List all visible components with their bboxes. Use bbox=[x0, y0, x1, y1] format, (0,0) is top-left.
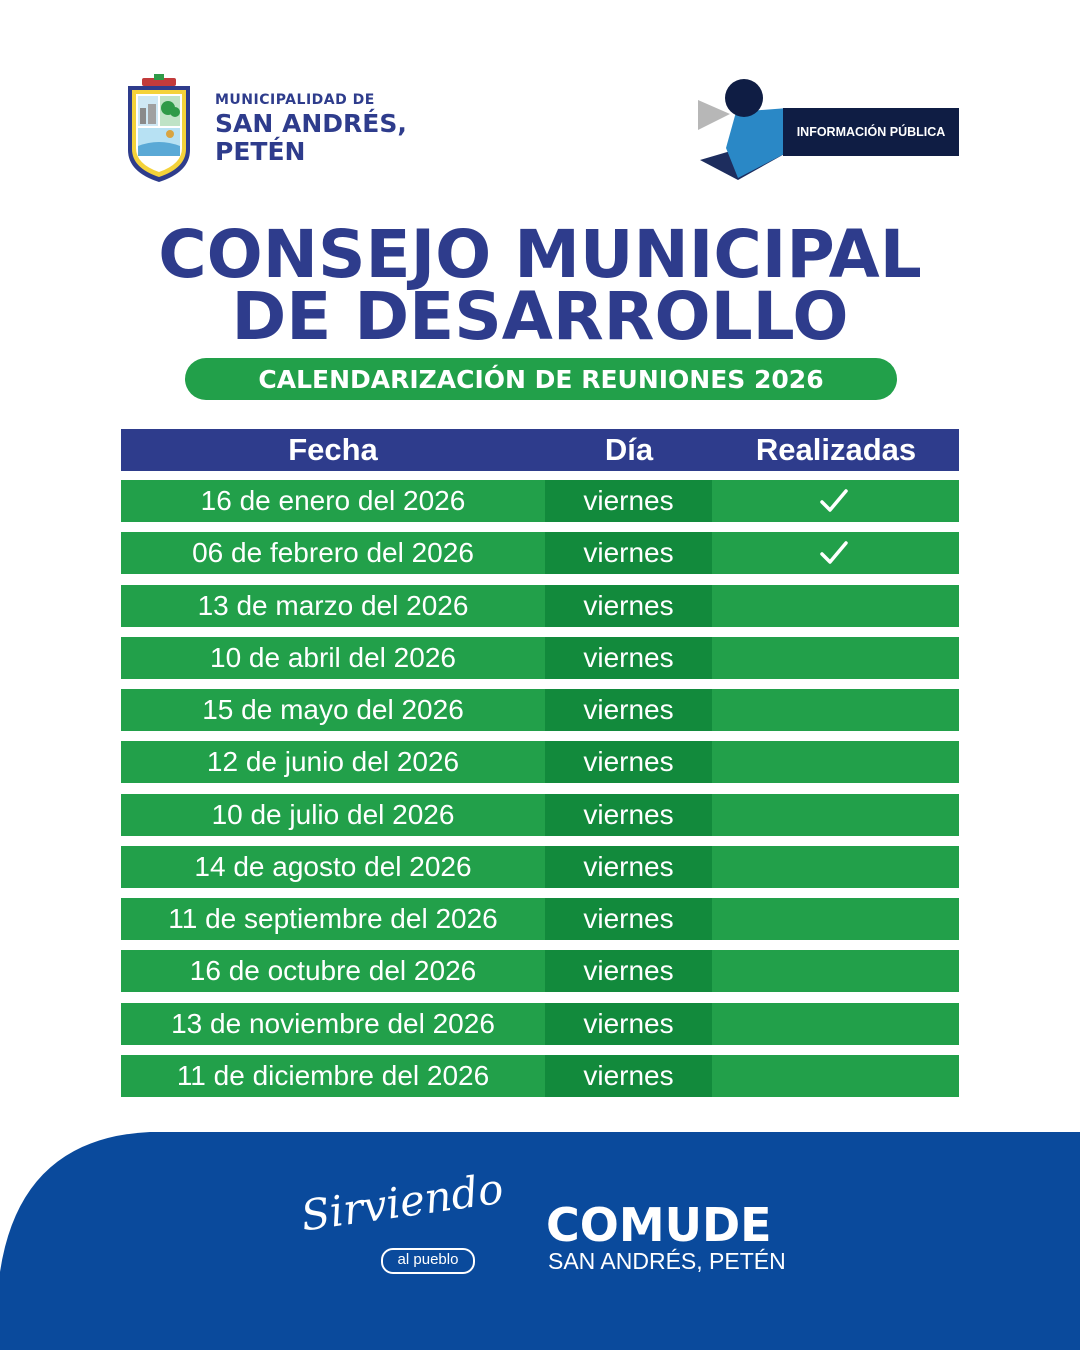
cell-realizada bbox=[712, 532, 959, 574]
cell-fecha: 11 de septiembre del 2026 bbox=[121, 898, 545, 940]
cell-dia: viernes bbox=[545, 898, 712, 940]
cell-realizada bbox=[712, 950, 959, 992]
cell-dia: viernes bbox=[545, 741, 712, 783]
table-header bbox=[121, 429, 959, 471]
municipality-line2: SAN ANDRÉS, bbox=[215, 109, 407, 138]
cell-dia: viernes bbox=[545, 950, 712, 992]
cell-fecha: 16 de octubre del 2026 bbox=[121, 950, 545, 992]
slogan-tag: al pueblo bbox=[381, 1248, 475, 1274]
cell-dia: viernes bbox=[545, 689, 712, 731]
header-fecha: Fecha bbox=[288, 432, 378, 467]
cell-dia: viernes bbox=[545, 585, 712, 627]
page-title-line2: DE DESARROLLO bbox=[231, 278, 849, 355]
cell-dia: viernes bbox=[545, 532, 712, 574]
cell-dia: viernes bbox=[545, 846, 712, 888]
table-row bbox=[121, 741, 959, 783]
footer-band bbox=[0, 1132, 1080, 1350]
cell-fecha: 11 de diciembre del 2026 bbox=[121, 1055, 545, 1097]
table-row bbox=[121, 1003, 959, 1045]
cell-realizada bbox=[712, 846, 959, 888]
cell-fecha: 13 de marzo del 2026 bbox=[121, 585, 545, 627]
cell-fecha: 15 de mayo del 2026 bbox=[121, 689, 545, 731]
cell-realizada bbox=[712, 1055, 959, 1097]
table-row bbox=[121, 689, 959, 731]
municipal-crest-logo bbox=[122, 72, 196, 184]
cell-realizada bbox=[712, 480, 959, 522]
table-row bbox=[121, 585, 959, 627]
table-row bbox=[121, 846, 959, 888]
table-row bbox=[121, 637, 959, 679]
check-icon bbox=[819, 540, 849, 566]
table-row bbox=[121, 950, 959, 992]
subtitle-pill: CALENDARIZACIÓN DE REUNIONES 2026 bbox=[185, 358, 897, 400]
cell-fecha: 10 de julio del 2026 bbox=[121, 794, 545, 836]
cell-fecha: 13 de noviembre del 2026 bbox=[121, 1003, 545, 1045]
check-icon bbox=[819, 488, 849, 514]
municipality-line1: MUNICIPALIDAD DE bbox=[215, 92, 375, 108]
table-row bbox=[121, 898, 959, 940]
header-dia: Día bbox=[604, 432, 654, 467]
cell-dia: viernes bbox=[545, 480, 712, 522]
cell-dia: viernes bbox=[545, 794, 712, 836]
cell-realizada bbox=[712, 1003, 959, 1045]
cell-fecha: 10 de abril del 2026 bbox=[121, 637, 545, 679]
cell-realizada bbox=[712, 741, 959, 783]
table-row bbox=[121, 532, 959, 574]
comude-wordmark: COMUDE bbox=[546, 1198, 772, 1252]
cell-realizada bbox=[712, 898, 959, 940]
comude-location: SAN ANDRÉS, PETÉN bbox=[548, 1248, 786, 1274]
cell-fecha: 12 de junio del 2026 bbox=[121, 741, 545, 783]
cell-fecha: 14 de agosto del 2026 bbox=[121, 846, 545, 888]
municipality-line3: PETÉN bbox=[215, 137, 306, 166]
cell-dia: viernes bbox=[545, 1055, 712, 1097]
table-row bbox=[121, 1055, 959, 1097]
page-title-line1: CONSEJO MUNICIPAL bbox=[158, 216, 922, 293]
informacion-publica-label: INFORMACIÓN PÚBLICA bbox=[796, 125, 946, 139]
cell-realizada bbox=[712, 689, 959, 731]
cell-realizada bbox=[712, 637, 959, 679]
cell-fecha: 16 de enero del 2026 bbox=[121, 480, 545, 522]
cell-realizada bbox=[712, 585, 959, 627]
municipality-name bbox=[215, 92, 407, 166]
table-row bbox=[121, 794, 959, 836]
header-realizadas: Realizadas bbox=[755, 432, 917, 467]
cell-fecha: 06 de febrero del 2026 bbox=[121, 532, 545, 574]
cell-dia: viernes bbox=[545, 1003, 712, 1045]
table-row bbox=[121, 480, 959, 522]
slogan-script: Sirviendo bbox=[298, 1163, 507, 1241]
cell-realizada bbox=[712, 794, 959, 836]
cell-dia: viernes bbox=[545, 637, 712, 679]
